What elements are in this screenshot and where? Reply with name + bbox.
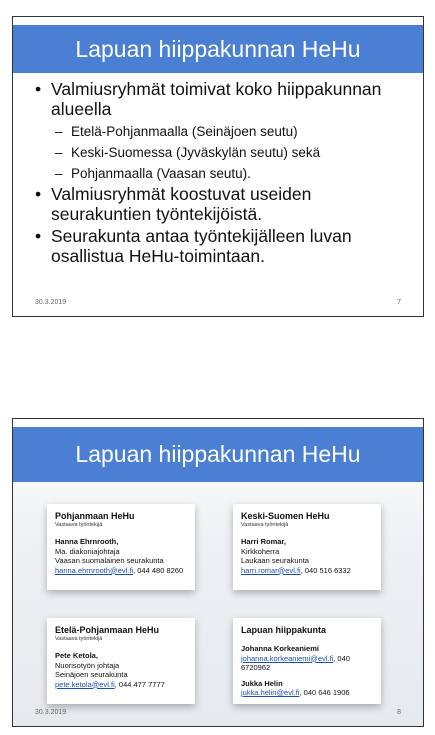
card-name: Pete Ketola,: [55, 651, 98, 660]
contact-card-diocese: [233, 618, 381, 704]
phone: , 040 646 1906: [299, 688, 350, 697]
sub-bullet-item: – Pohjanmaalla (Vaasan seutu).: [35, 163, 409, 184]
card-org: Lapuan hiippakunta: [241, 625, 327, 635]
phone: , 044 480 8260: [133, 565, 184, 575]
card-contact: [241, 654, 373, 673]
sub-bullet-item: – Keski-Suomessa (Jyväskylän seutu) sekä: [35, 142, 409, 163]
card-parish: Seinäjoen seurakunta: [55, 670, 128, 679]
card-role: Vastaava työntekijä: [55, 522, 103, 528]
slide-number: 8: [397, 709, 401, 716]
bullet-item: • Valmiusryhmät toimivat koko hiippakunnan alueella: [35, 79, 409, 119]
card-org: Pohjanmaan HeHu: [55, 511, 135, 521]
card-parish: Vaasan suomalainen seurakunta: [55, 556, 164, 565]
slide-date: 30.3.2019: [35, 299, 67, 306]
bullet-list: [35, 79, 409, 268]
bullet-item: • Valmiusryhmät koostuvat useiden seurakuntien työntekijöistä.: [35, 184, 409, 224]
sub-bullet-item: – Etelä-Pohjanmaalla (Seinäjoen seutu): [35, 121, 409, 142]
slide-title-bar: [13, 25, 423, 73]
slide-title: Lapuan hiippakunnan HeHu: [75, 36, 361, 62]
card-role: Vastaava työntekijä: [241, 522, 289, 528]
email-link[interactable]: jukka.helin@evl.fi: [241, 688, 300, 697]
slide-8: [12, 418, 424, 727]
slide-title-bar: [13, 427, 423, 482]
email-link[interactable]: johanna.korkeaniemi@evl.fi: [241, 653, 334, 663]
card-org: Keski-Suomen HeHu: [241, 511, 330, 521]
phone: , 040 6720962: [241, 653, 350, 672]
email-link[interactable]: harri.romar@evl.fi: [241, 565, 301, 575]
phone: , 040 516 6332: [300, 565, 351, 575]
slide-7: [12, 16, 424, 317]
card-contact: [241, 688, 373, 698]
card-title: Kirkkoherra: [241, 546, 280, 556]
email-link[interactable]: pete.ketola@evl.fi: [55, 679, 115, 689]
slide-title: Lapuan hiippakunnan HeHu: [75, 441, 361, 467]
card-name: Hanna Ehrnrooth,: [55, 537, 119, 546]
card-contact: [55, 680, 187, 690]
phone: , 044 477 7777: [114, 679, 165, 689]
slide-date: 30.3.2019: [35, 709, 67, 716]
card-title: Nuorisotyön johtaja: [55, 660, 120, 670]
card-contact: [55, 566, 187, 576]
slide-number: 7: [397, 299, 401, 306]
card-name: Jukka Helin: [241, 678, 283, 688]
card-parish: Laukaan seurakunta: [241, 556, 309, 565]
contact-card-etela-pohjanmaa: [47, 618, 195, 704]
email-link[interactable]: hanna.ehrnrooth@evl.fi: [55, 565, 134, 575]
card-name: Johanna Korkeaniemi: [241, 644, 319, 653]
card-role: Vastaava työntekijä: [55, 636, 103, 642]
card-contact: [241, 566, 373, 576]
bullet-item: • Seurakunta antaa työntekijälleen luvan osallistua HeHu-toimintaan.: [35, 226, 409, 266]
contact-card-pohjanmaa: [47, 504, 195, 590]
card-title: Ma. diakoniajohtaja: [55, 546, 120, 556]
card-name: Harri Romar,: [241, 537, 287, 546]
card-org: Etelä-Pohjanmaan HeHu: [55, 625, 160, 635]
contact-card-keski-suomi: [233, 504, 381, 590]
